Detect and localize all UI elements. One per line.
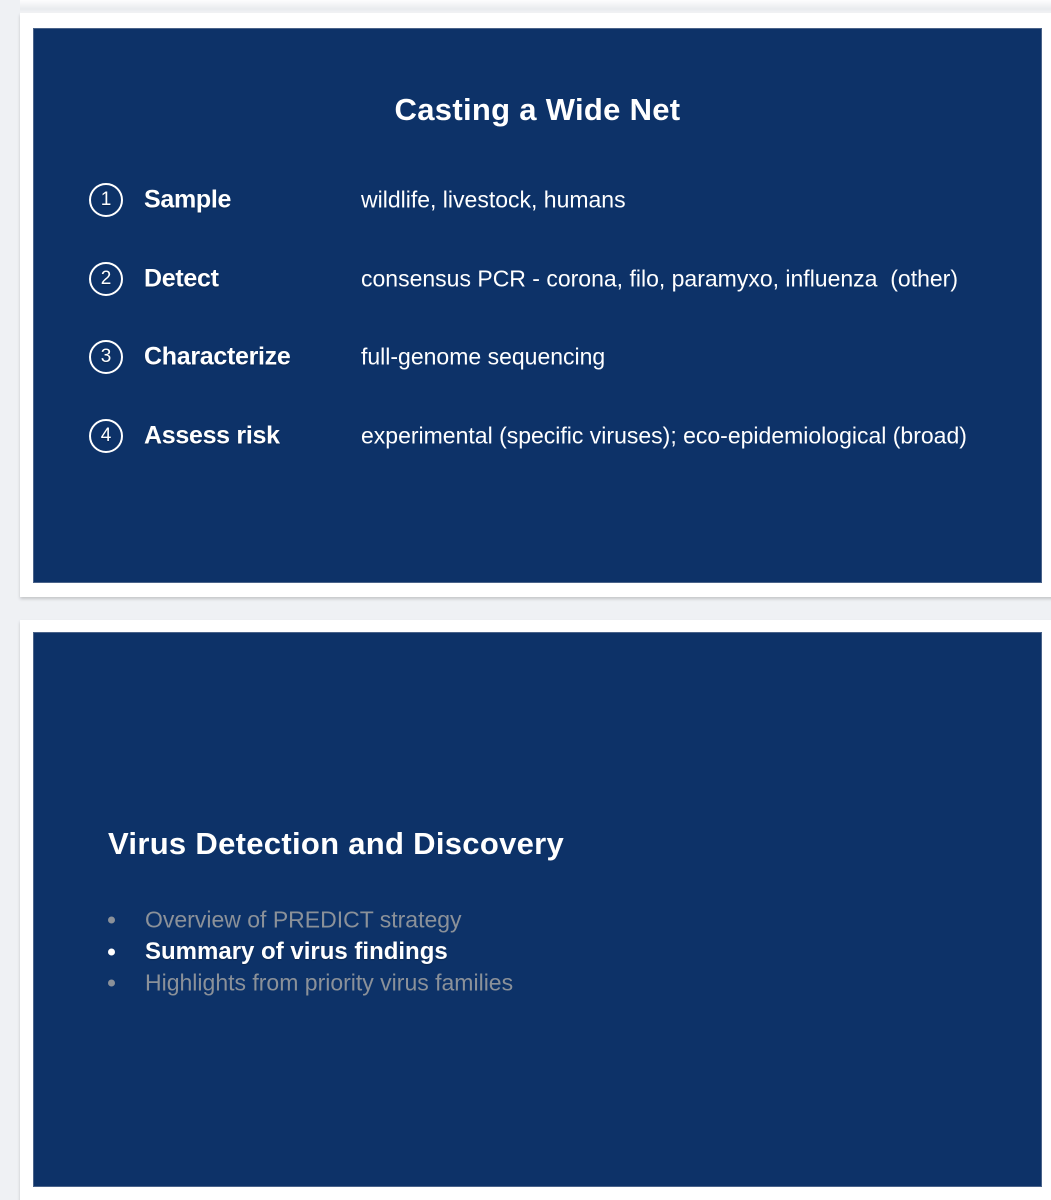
step-description: wildlife, livestock, humans: [361, 186, 626, 213]
bullet-icon: [108, 917, 115, 924]
slide-page-2: [20, 620, 1051, 1200]
slide-page-1: [20, 13, 1051, 597]
bullet-icon: [108, 980, 115, 987]
agenda-item-summary: [34, 936, 1041, 968]
step-label: Characterize: [144, 342, 291, 371]
step-number-badge: 3: [89, 340, 123, 374]
step-description: experimental (specific viruses); eco-epidemiological (broad): [361, 422, 967, 449]
step-row-detect: [34, 261, 1041, 297]
agenda-item-label: Highlights from priority virus families: [145, 969, 514, 996]
step-row-assess-risk: [34, 418, 1041, 454]
step-row-sample: [34, 182, 1041, 218]
step-number-badge: 2: [89, 262, 123, 296]
page-gap-shadow: [20, 0, 1051, 13]
agenda-item-highlights: [34, 967, 1041, 999]
step-row-characterize: [34, 339, 1041, 375]
slide1-title: Casting a Wide Net: [394, 92, 681, 127]
step-number-badge: 1: [89, 183, 123, 217]
step-description: consensus PCR - corona, filo, paramyxo, influenza (other): [361, 265, 958, 292]
step-number-badge: 4: [89, 419, 123, 453]
slide2-title: Virus Detection and Discovery: [108, 826, 565, 861]
agenda-item-label: Overview of PREDICT strategy: [145, 906, 462, 933]
step-description: full-genome sequencing: [361, 343, 606, 370]
step-label: Sample: [144, 185, 232, 214]
slide-canvas-2: [33, 632, 1042, 1187]
step-label: Assess risk: [144, 421, 280, 450]
step-label: Detect: [144, 264, 219, 293]
bullet-icon: [108, 949, 115, 956]
slide-canvas-1: [33, 28, 1042, 583]
agenda-item-overview: [34, 904, 1041, 936]
agenda-item-label: Summary of virus findings: [145, 938, 448, 965]
